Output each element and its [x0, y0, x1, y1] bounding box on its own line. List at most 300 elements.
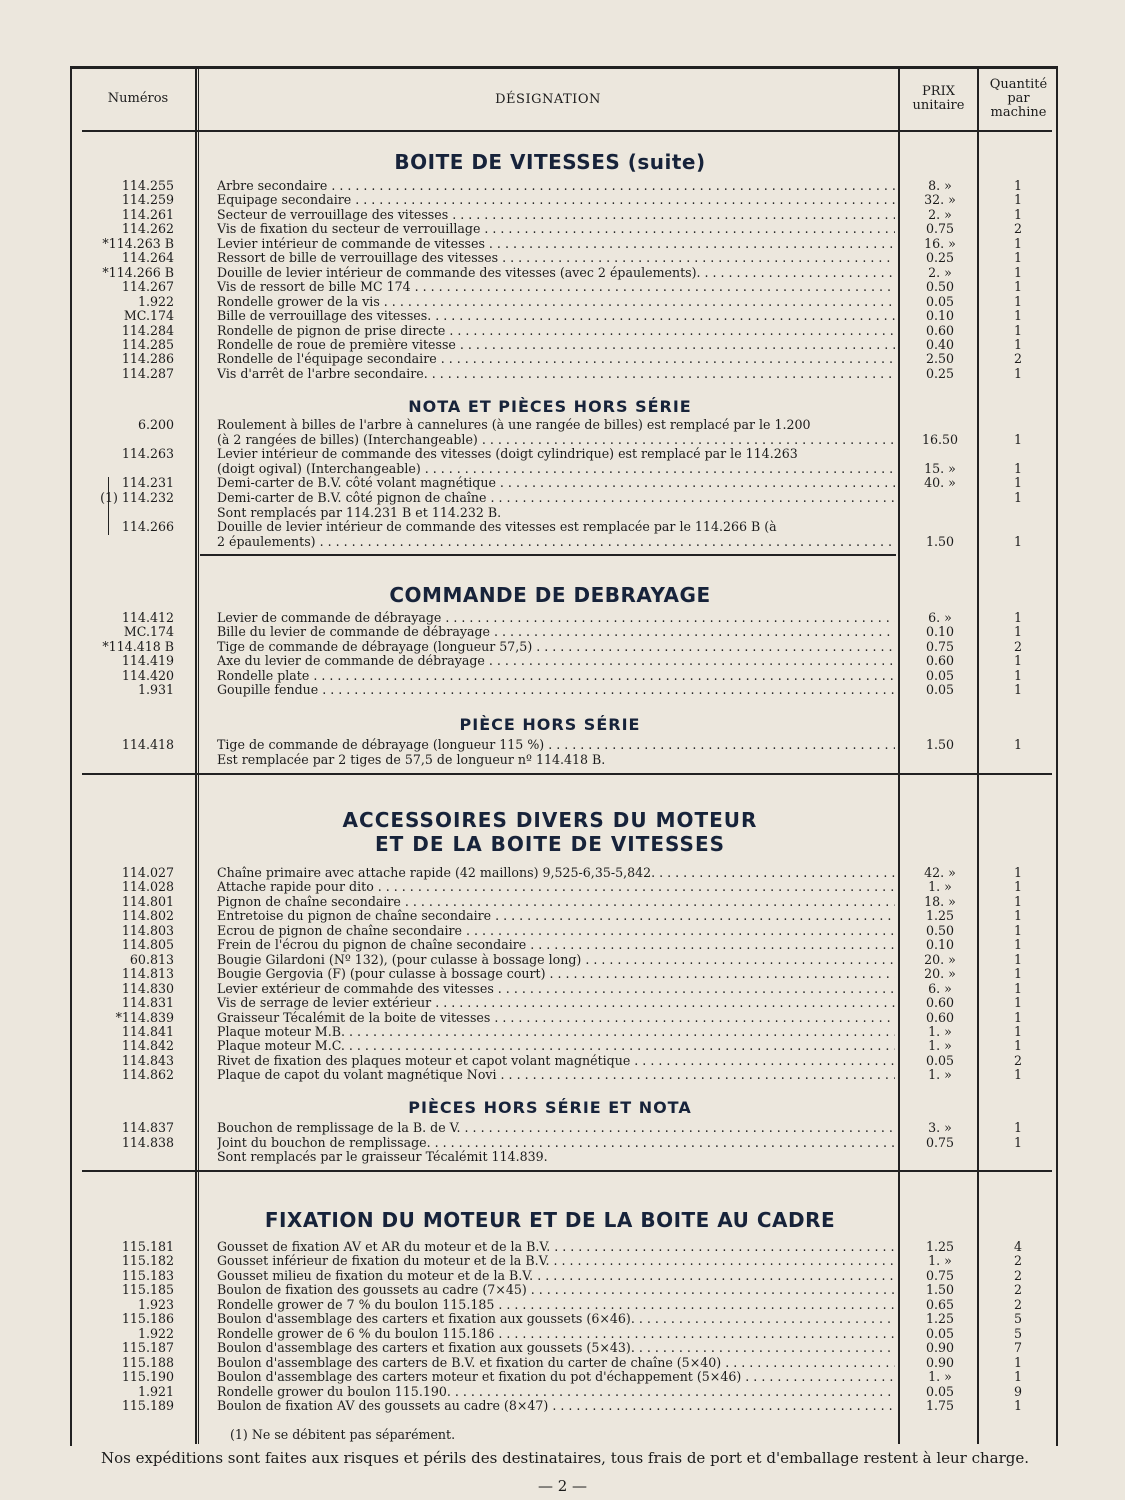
quantity: 1: [1013, 533, 1022, 549]
table-row: [0, 1298, 1125, 1312]
designation: Douille de levier intérieur de commande des vitesses est remplacée par le 114.266 B (à: [217, 520, 777, 535]
unit-price: 32. »: [924, 192, 956, 208]
designation: Rivet de fixation des plaques moteur et capot volant magnétique . . .: [217, 1054, 895, 1068]
designation: Frein de l'écrou du pignon de chaîne secondaire . . .: [217, 938, 895, 952]
part-number: 114.262: [121, 221, 174, 237]
table-row: [0, 222, 1125, 236]
part-number: 114.231: [121, 475, 174, 491]
designation: Boulon d'assemblage des carters moteur et fixation du pot d'échappement (5×46) . . .: [217, 1370, 895, 1384]
part-number: (1) 114.232: [100, 490, 174, 505]
quantity: 1: [1013, 336, 1022, 352]
designation: Plaque moteur M.B. . . .: [217, 1025, 895, 1039]
table-row: [0, 1054, 1125, 1068]
section-title-line: NOTA ET PIÈCES HORS SÉRIE: [408, 397, 692, 416]
quantity: 1: [1013, 206, 1022, 222]
table-row: [0, 208, 1125, 222]
designation: Tige de commande de débrayage (longueur 115 %) . . .: [217, 738, 895, 752]
designation: Rondelle de l'équipage secondaire . . .: [217, 352, 895, 366]
header-rule: [82, 130, 1052, 132]
table-row: [0, 251, 1125, 265]
part-number: MC.174: [123, 624, 174, 640]
unit-price: 1.50: [925, 737, 955, 752]
part-number: 114.284: [121, 322, 174, 338]
table-row: [0, 491, 1125, 505]
designation: Boulon d'assemblage des carters et fixation aux goussets (5×43). . . .: [217, 1341, 895, 1355]
designation: Bille du levier de commande de débrayage . . .: [217, 625, 895, 639]
unit-price: 0.40: [925, 336, 955, 352]
quantity: 1: [1013, 610, 1022, 625]
unit-price: 0.50: [925, 279, 955, 295]
designation: Boulon de fixation des goussets au cadre (7×45) . . .: [217, 1283, 895, 1297]
designation: Gousset inférieur de fixation du moteur et de la B.V. . . .: [217, 1254, 895, 1268]
part-number: 114.266: [121, 519, 174, 535]
unit-price: 0.75: [925, 638, 955, 654]
header-numeros: Numéros: [107, 91, 169, 106]
part-number: 114.419: [121, 653, 174, 669]
quantity: 1: [1013, 922, 1022, 938]
header-qty-line2: par: [1007, 91, 1030, 106]
part-number: 1.921: [137, 1383, 174, 1399]
designation: Sont remplacés par 114.231 B et 114.232 B.: [217, 505, 502, 520]
quantity: 1: [1013, 308, 1022, 324]
designation: Boulon d'assemblage des carters de B.V. et fixation du carter de chaîne (5×40) . . .: [217, 1356, 895, 1370]
table-row: [0, 953, 1125, 967]
quantity: 4: [1013, 1239, 1022, 1254]
table-row: [0, 295, 1125, 309]
table-row: [0, 309, 1125, 323]
designation: Pignon de chaîne secondaire . . .: [217, 895, 895, 909]
header-designation: DÉSIGNATION: [495, 92, 601, 107]
part-number: 115.182: [121, 1253, 174, 1269]
part-number: 114.263: [121, 446, 174, 462]
designation: Rondelle de pignon de prise directe . . .: [217, 324, 895, 338]
table-row: [0, 266, 1125, 280]
table-row: [0, 967, 1125, 981]
table-row: [0, 611, 1125, 625]
designation: Levier intérieur de commande de vitesses . . .: [217, 237, 895, 251]
part-number: 114.267: [121, 279, 174, 295]
table-row: [0, 1312, 1125, 1326]
table-row: [0, 996, 1125, 1010]
quantity: 1: [1013, 1120, 1022, 1135]
table-row: [0, 640, 1125, 654]
table-row: [0, 1121, 1125, 1135]
table-row: [0, 982, 1125, 996]
table-row: [0, 193, 1125, 207]
table-row: [0, 433, 1125, 447]
designation: Rondelle de roue de première vitesse . . .: [217, 338, 895, 352]
header-prix-line2: unitaire: [912, 98, 965, 113]
quantity: 1: [1013, 192, 1022, 208]
part-number: 115.187: [121, 1340, 174, 1356]
section-rule: [82, 1170, 1052, 1172]
designation: Rondelle plate . . .: [217, 669, 895, 683]
part-number: 114.802: [121, 908, 174, 924]
quantity: 1: [1013, 235, 1022, 251]
table-row: [0, 476, 1125, 490]
table-row: [0, 418, 1125, 432]
section-rule: [82, 773, 1052, 775]
unit-price: 0.05: [925, 667, 955, 683]
page-number: — 2 —: [537, 1477, 588, 1495]
part-number: 115.185: [121, 1282, 174, 1298]
quantity: 1: [1013, 1397, 1022, 1413]
unit-price: 2. »: [928, 264, 952, 280]
designation: Sont remplacés par le graisseur Técalémit 114.839.: [217, 1150, 548, 1164]
designation: Tige de commande de débrayage (longueur 57,5) . . .: [217, 640, 895, 654]
quantity: 1: [1013, 682, 1022, 698]
part-number: 1.931: [137, 682, 174, 698]
quantity: 1: [1013, 365, 1022, 381]
designation: Levier extérieur de commahde des vitesses . . .: [217, 982, 895, 996]
table-row: [0, 625, 1125, 639]
section-title-line: ACCESSOIRES DIVERS DU MOTEUR: [342, 808, 758, 832]
designation: Secteur de verrouillage des vitesses . . .: [217, 208, 895, 222]
unit-price: 1. »: [928, 1067, 952, 1083]
quantity: 1: [1013, 893, 1022, 909]
section-title: [200, 808, 900, 856]
table-row: [0, 1011, 1125, 1025]
unit-price: 0.90: [925, 1340, 955, 1356]
quantity: 1: [1013, 475, 1022, 491]
table-row: [0, 1025, 1125, 1039]
section-title-line: BOITE DE VITESSES (suite): [394, 150, 706, 174]
section-title: [200, 1098, 900, 1117]
section-title: [200, 715, 900, 734]
table-row: [0, 738, 1125, 752]
quantity: 1: [1013, 980, 1022, 996]
designation: Vis d'arrêt de l'arbre secondaire. . . .: [217, 367, 895, 381]
quantity: 2: [1013, 351, 1022, 367]
quantity: 1: [1013, 490, 1022, 505]
part-number: *114.263 B: [102, 235, 174, 251]
table-row: [0, 683, 1125, 697]
table-row: [0, 1327, 1125, 1341]
table-row: [0, 1341, 1125, 1355]
part-number: 114.813: [121, 966, 174, 982]
designation: Bille de verrouillage des vitesses. . . .: [217, 309, 895, 323]
table-row: [0, 866, 1125, 880]
table-row: [0, 1385, 1125, 1399]
quantity: 1: [1013, 322, 1022, 338]
part-number: 114.841: [121, 1023, 174, 1039]
part-number: 114.287: [121, 365, 174, 381]
unit-price: 20. »: [924, 966, 956, 982]
designation: Vis de ressort de bille MC 174 . . .: [217, 280, 895, 294]
shipping-notice: Nos expéditions sont faites aux risques et périls des destinataires, tous frais de port et d'emballage restent à leur charge.: [100, 1449, 1030, 1467]
unit-price: 1.75: [925, 1397, 955, 1413]
designation: Gousset de fixation AV et AR du moteur et de la B.V. . . .: [217, 1240, 895, 1254]
unit-price: 1.25: [925, 1239, 955, 1254]
unit-price: 0.90: [925, 1354, 955, 1370]
designation: Rondelle grower du boulon 115.190. . . .: [217, 1385, 895, 1399]
part-number: 115.189: [121, 1397, 174, 1413]
part-number: *114.839: [115, 1009, 174, 1025]
unit-price: 1.25: [925, 1311, 955, 1327]
part-number: 114.420: [121, 667, 174, 683]
unit-price: 0.60: [925, 1009, 955, 1025]
designation: Graisseur Técalémit de la boite de vitesses . . .: [217, 1011, 895, 1025]
unit-price: 1.50: [925, 1282, 955, 1298]
quantity: 1: [1013, 1134, 1022, 1150]
unit-price: 0.10: [925, 624, 955, 640]
designation: Plaque moteur M.C. . . .: [217, 1039, 895, 1053]
table-row: [0, 924, 1125, 938]
unit-price: 1. »: [928, 879, 952, 895]
unit-price: 0.05: [925, 1052, 955, 1068]
unit-price: 0.25: [925, 250, 955, 266]
part-number: 114.412: [121, 610, 174, 625]
quantity: 2: [1013, 1253, 1022, 1269]
designation: Est remplacée par 2 tiges de 57,5 de longueur nº 114.418 B.: [217, 752, 606, 767]
unit-price: 6. »: [928, 610, 952, 625]
part-number: MC.174: [123, 308, 174, 324]
unit-price: 16. »: [924, 235, 956, 251]
quantity: 2: [1013, 1052, 1022, 1068]
table-row: [0, 280, 1125, 294]
quantity: 1: [1013, 879, 1022, 895]
header-quantite: [979, 78, 1058, 120]
unit-price: 0.05: [925, 1383, 955, 1399]
part-number: 114.843: [121, 1052, 174, 1068]
designation: Boulon d'assemblage des carters et fixation aux goussets (6×46). . . .: [217, 1312, 895, 1326]
unit-price: 0.75: [925, 1267, 955, 1283]
quantity: 1: [1013, 624, 1022, 640]
part-number: 114.831: [121, 995, 174, 1011]
designation: Bougie Gergovia (F) (pour culasse à bossage court) . . .: [217, 967, 895, 981]
table-row: [0, 669, 1125, 683]
part-number: *114.418 B: [102, 638, 174, 654]
designation: Boulon de fixation AV des goussets au cadre (8×47) . . .: [217, 1399, 895, 1413]
quantity: 5: [1013, 1311, 1022, 1327]
designation: Ecrou de pignon de chaîne secondaire . . .: [217, 924, 895, 938]
designation: Equipage secondaire . . .: [217, 193, 895, 207]
table-row: [0, 1283, 1125, 1297]
table-row: [0, 1039, 1125, 1053]
quantity: 1: [1013, 908, 1022, 924]
unit-price: 0.75: [925, 221, 955, 237]
part-number: 115.181: [121, 1239, 174, 1254]
quantity: 2: [1013, 1296, 1022, 1312]
table-row: [0, 1254, 1125, 1268]
designation: Rondelle grower de la vis . . .: [217, 295, 895, 309]
quantity: 7: [1013, 1340, 1022, 1356]
unit-price: 0.50: [925, 922, 955, 938]
quantity: 1: [1013, 279, 1022, 295]
part-number: 114.028: [121, 879, 174, 895]
quantity: 1: [1013, 951, 1022, 967]
unit-price: 16.50: [921, 431, 959, 447]
designation: Attache rapide pour dito . . .: [217, 880, 895, 894]
designation: Plaque de capot du volant magnétique Novi . . .: [217, 1068, 895, 1082]
unit-price: 1. »: [928, 1369, 952, 1385]
quantity: 2: [1013, 221, 1022, 237]
unit-price: 1. »: [928, 1253, 952, 1269]
unit-price: 6. »: [928, 980, 952, 996]
part-number: 114.264: [121, 250, 174, 266]
table-row: [0, 1269, 1125, 1283]
quantity: 9: [1013, 1383, 1022, 1399]
quantity: 2: [1013, 638, 1022, 654]
part-number: 114.259: [121, 192, 174, 208]
quantity: 1: [1013, 966, 1022, 982]
part-number: 114.255: [121, 178, 174, 193]
designation: Demi-carter de B.V. côté pignon de chaîne . . .: [217, 491, 895, 505]
unit-price: 0.10: [925, 937, 955, 953]
table-row: [0, 535, 1125, 549]
quantity: 5: [1013, 1325, 1022, 1341]
unit-price: 1.25: [925, 908, 955, 924]
designation: Goupille fendue . . .: [217, 683, 895, 697]
table-row: [0, 895, 1125, 909]
designation: Axe du levier de commande de débrayage . . .: [217, 654, 895, 668]
table-row: [0, 520, 1125, 534]
table-row: [0, 1399, 1125, 1413]
unit-price: 0.65: [925, 1296, 955, 1312]
table-row: [0, 367, 1125, 381]
part-number: 114.286: [121, 351, 174, 367]
header-qty-line1: Quantité: [989, 77, 1048, 92]
part-number: 1.922: [137, 293, 174, 309]
designation: Demi-carter de B.V. côté volant magnétique . . .: [217, 476, 895, 490]
designation: Vis de serrage de levier extérieur . . .: [217, 996, 895, 1010]
part-number: 114.830: [121, 980, 174, 996]
table-row: [0, 352, 1125, 366]
unit-price: 42. »: [924, 865, 956, 880]
quantity: 1: [1013, 653, 1022, 669]
designation: (doigt ogival) (Interchangeable) . . .: [217, 462, 895, 476]
unit-price: 0.60: [925, 322, 955, 338]
quantity: 1: [1013, 431, 1022, 447]
part-number: 114.261: [121, 206, 174, 222]
unit-price: 0.05: [925, 682, 955, 698]
designation: 2 épaulements) . . .: [217, 535, 895, 549]
unit-price: 1.50: [925, 533, 955, 549]
part-number: 114.805: [121, 937, 174, 953]
unit-price: 1. »: [928, 1023, 952, 1039]
quantity: 1: [1013, 667, 1022, 683]
unit-price: 0.75: [925, 1134, 955, 1150]
designation: Bouchon de remplissage de la B. de V. . . .: [217, 1121, 895, 1135]
designation: Chaîne primaire avec attache rapide (42 maillons) 9,525-6,35-5,842. . . .: [217, 866, 895, 880]
quantity: 1: [1013, 178, 1022, 193]
designation: Levier intérieur de commande des vitesses (doigt cylindrique) est remplacé par le 114.263: [217, 447, 798, 462]
section-title-line: PIÈCE HORS SÉRIE: [459, 715, 641, 734]
quantity: 1: [1013, 1067, 1022, 1083]
table-row: [0, 1370, 1125, 1384]
section-rule: [200, 554, 896, 556]
part-number: 114.418: [121, 737, 174, 752]
table-row: [0, 1240, 1125, 1254]
designation: Joint du bouchon de remplissage. . . .: [217, 1136, 895, 1150]
quantity: 1: [1013, 1369, 1022, 1385]
unit-price: 8. »: [928, 178, 952, 193]
quantity: 1: [1013, 737, 1022, 752]
unit-price: 0.25: [925, 365, 955, 381]
designation: Gousset milieu de fixation du moteur et de la B.V. . . .: [217, 1269, 895, 1283]
part-number: 115.190: [121, 1369, 174, 1385]
quantity: 1: [1013, 293, 1022, 309]
part-number: 6.200: [137, 417, 174, 432]
quantity: 2: [1013, 1282, 1022, 1298]
table-row: [0, 938, 1125, 952]
part-number: 115.186: [121, 1311, 174, 1327]
quantity: 1: [1013, 995, 1022, 1011]
unit-price: 3. »: [928, 1120, 952, 1135]
unit-price: 2. »: [928, 206, 952, 222]
designation: Vis de fixation du secteur de verrouillage . . .: [217, 222, 895, 236]
quantity: 1: [1013, 937, 1022, 953]
part-number: 114.801: [121, 893, 174, 909]
quantity: 1: [1013, 1023, 1022, 1039]
designation: (à 2 rangées de billes) (Interchangeable) . . .: [217, 433, 895, 447]
unit-price: 0.05: [925, 1325, 955, 1341]
designation: Ressort de bille de verrouillage des vitesses . . .: [217, 251, 895, 265]
table-row: [0, 338, 1125, 352]
header-prix-line1: PRIX: [922, 84, 955, 99]
quantity: 1: [1013, 264, 1022, 280]
unit-price: 40. »: [924, 475, 956, 491]
unit-price: 18. »: [924, 893, 956, 909]
table-row: [0, 654, 1125, 668]
part-number: *114.266 B: [102, 264, 174, 280]
table-row: [0, 1068, 1125, 1082]
table-row: [0, 324, 1125, 338]
designation: Douille de levier intérieur de commande des vitesses (avec 2 épaulements). . . .: [217, 266, 895, 280]
unit-price: 0.60: [925, 995, 955, 1011]
section-title-line: COMMANDE DE DEBRAYAGE: [389, 583, 711, 607]
table-row: [0, 447, 1125, 461]
section-title-line: FIXATION DU MOTEUR ET DE LA BOITE AU CADRE: [264, 1208, 836, 1232]
table-row: [0, 237, 1125, 251]
designation: Arbre secondaire . . .: [217, 179, 895, 193]
table-row: [0, 909, 1125, 923]
designation: Roulement à billes de l'arbre à cannelures (à une rangée de billes) est remplacé par le 1.200: [217, 418, 811, 432]
part-number: 115.188: [121, 1354, 174, 1370]
section-title: [200, 150, 900, 174]
designation: Levier de commande de débrayage . . .: [217, 611, 895, 625]
footnote: (1) Ne se débitent pas séparément.: [230, 1427, 456, 1442]
quantity: 1: [1013, 250, 1022, 266]
table-row: [0, 1356, 1125, 1370]
part-number: 1.923: [137, 1296, 174, 1312]
designation: Bougie Gilardoni (Nº 132), (pour culasse à bossage long) . . .: [217, 953, 895, 967]
table-row: [0, 1150, 1125, 1164]
part-number: 114.862: [121, 1067, 174, 1083]
quantity: 1: [1013, 865, 1022, 880]
quantity: 1: [1013, 1038, 1022, 1054]
table-row: [0, 753, 1125, 767]
part-number: 1.922: [137, 1325, 174, 1341]
header-prix: [900, 85, 977, 113]
unit-price: 0.10: [925, 308, 955, 324]
part-number: 60.813: [129, 951, 174, 967]
part-number: 114.842: [121, 1038, 174, 1054]
part-number: 115.183: [121, 1267, 174, 1283]
table-row: [0, 462, 1125, 476]
unit-price: 0.05: [925, 293, 955, 309]
part-number: 114.838: [121, 1134, 174, 1150]
header-qty-line3: machine: [990, 105, 1047, 120]
quantity: 1: [1013, 1354, 1022, 1370]
section-title: [200, 1208, 900, 1232]
quantity: 1: [1013, 460, 1022, 476]
designation: Entretoise du pignon de chaîne secondaire . . .: [217, 909, 895, 923]
designation: Rondelle grower de 6 % du boulon 115.186 . . .: [217, 1327, 895, 1341]
section-title-line: PIÈCES HORS SÉRIE ET NOTA: [408, 1098, 692, 1117]
unit-price: 1. »: [928, 1038, 952, 1054]
section-title: [200, 583, 900, 607]
